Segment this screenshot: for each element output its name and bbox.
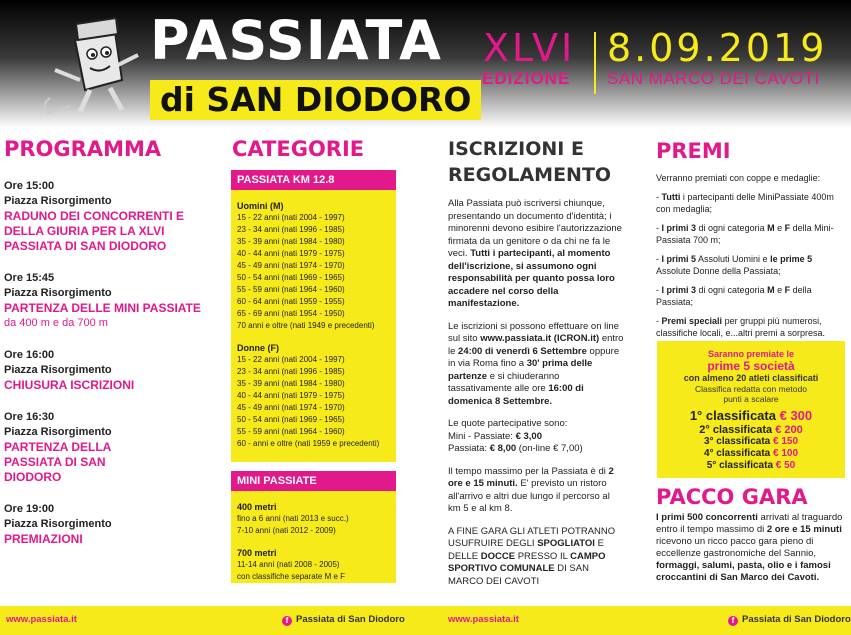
fee-mini-price: € 3,00 — [515, 430, 542, 442]
premi-b4-f: F — [784, 285, 791, 295]
iscrizioni-section — [448, 136, 624, 588]
premi-section — [656, 138, 848, 339]
category-row: 50 - 54 anni (nati 1969 - 1965) — [237, 415, 345, 424]
prize-rank: 3° classificata — [703, 436, 771, 447]
programma-time: Ore 15:45 — [4, 272, 55, 284]
premi-b2-e: e — [777, 223, 783, 233]
programma-section — [4, 136, 219, 547]
programma-heading: PROGRAMMA — [4, 137, 162, 161]
category-row: 60 - 64 anni (nati 1959 - 1955) — [237, 297, 345, 306]
category-row: 40 - 44 anni (nati 1979 - 1975) — [237, 249, 345, 258]
max-time-value: 2 ore e 15 minuti. — [448, 465, 614, 489]
event-date: 8.09.2019 — [607, 26, 828, 70]
fine-gara-presso: PRESSO IL — [517, 550, 568, 562]
programma-item — [4, 179, 219, 254]
programma-item — [4, 348, 219, 393]
programma-desc: PARTENZA DELLA PASSIATA DI SAN DIODORO — [4, 440, 111, 484]
iscrizioni-p1-bold: Tutti i partecipanti, al momento dell'iscrizione, si assumono ogni responsabilità per quanto possa loro accadere nel corso della manifestazione. — [448, 248, 615, 309]
edition-number: XLVI — [483, 26, 576, 70]
premi-b5-bold: Premi speciali — [661, 316, 723, 326]
iscrizioni-closing-time: 16:00 di domenica 8 Settembre. — [448, 383, 584, 407]
category-row: 40 - 44 anni (nati 1979 - 1975) — [237, 391, 345, 400]
premi-b2-f: F — [784, 223, 791, 233]
programma-place: Piazza Risorgimento — [4, 426, 112, 438]
premi-b2-rest: della Mini-Passiata 700 m; — [656, 223, 834, 245]
docce-text: DOCCE — [480, 550, 516, 562]
premi-b4-e: e — [777, 285, 783, 295]
iscrizioni-paragraph — [448, 466, 624, 516]
programma-item — [4, 502, 219, 547]
premi-list — [656, 191, 848, 339]
premi-b3-text: Assoluti Uomini e — [698, 254, 768, 264]
category-row: 7-10 anni (nati 2012 - 2009) — [237, 526, 336, 535]
iscrizioni-paragraph — [448, 321, 624, 409]
iscrizioni-deadline-online: 24:00 di venerdì 6 Settembre — [458, 345, 587, 357]
campo-sportivo-text: CAMPO SPORTIVO COMUNALE — [448, 550, 606, 574]
premi-item: - Tutti i partecipanti delle MiniPassiate 400m con medaglia; — [656, 192, 834, 214]
footer-site-link[interactable]: www.passiata.it — [6, 614, 77, 625]
prize-row — [657, 448, 845, 460]
programma-desc: PREMIAZIONI — [4, 532, 83, 546]
programma-list — [4, 179, 219, 547]
prize-rank: 2° classificata — [699, 424, 773, 436]
fee-mini — [448, 431, 624, 444]
categorie-list — [231, 190, 396, 454]
donne-label: Donne (F) — [237, 343, 279, 353]
premi-item: - Premi speciali per gruppi più numerosi, classifiche locali, e...altri premi a sorpresa. — [656, 316, 826, 338]
iscrizioni-heading-line1: ISCRIZIONI E — [448, 138, 584, 160]
prize-box-line4a: Classifica redatta con metodo — [695, 384, 807, 394]
iscrizioni-p2c: oppure in via Roma fino a — [448, 345, 620, 369]
categorie-mini-box — [231, 471, 396, 583]
fee-mini-label: Mini - Passiate: — [448, 430, 513, 442]
mini-400-label: 400 metri — [237, 502, 277, 512]
footer-facebook-label: Passiata di San Diodoro — [296, 614, 405, 625]
pacco-text-b: arrivati al traguardo entro il tempo massimo di — [656, 512, 843, 535]
prize-box-line1: Saranno premiate le — [707, 349, 795, 359]
premi-b2-m: M — [767, 223, 775, 233]
fee-passiata-online: (on-line € 7,00) — [518, 443, 583, 454]
footer-bar — [0, 606, 851, 635]
footer-facebook-label: Passiata di San Diodoro — [742, 614, 851, 625]
prize-amount: € 50 — [775, 460, 796, 471]
event-title: PASSIATA — [150, 9, 442, 72]
header-divider — [594, 32, 596, 94]
footer-facebook-link[interactable] — [282, 614, 405, 626]
premi-b2-text: di ogni categoria — [698, 223, 765, 233]
programma-time: Ore 16:30 — [4, 411, 55, 423]
programma-item — [4, 271, 219, 331]
premi-item: - I primi 5 Assoluti Uomini e le prime 5 Assolute Donne della Passiata; — [656, 254, 813, 276]
fees-intro: Le quote partecipative sono: — [448, 418, 568, 429]
event-location: SAN MARCO DEI CAVOTI — [607, 69, 820, 88]
pacco-gara-heading: PACCO GARA — [656, 485, 808, 509]
programma-place: Piazza Risorgimento — [4, 364, 112, 376]
category-row: 60 - anni e oltre (nati 1959 e precedenti) — [237, 439, 380, 448]
prize-box-line4b: punti a scalare — [723, 394, 779, 404]
category-row: 65 - 69 anni (nati 1954 - 1950) — [237, 309, 345, 318]
prize-row — [657, 424, 845, 436]
spogliatoi-text: SPOGLIATOI — [537, 538, 595, 549]
fee-passiata-price: € 8,00 — [489, 443, 517, 454]
category-row: 55 - 59 anni (nati 1964 - 1960) — [237, 427, 345, 436]
category-row: 11-14 anni (nati 2008 - 2005) — [237, 560, 340, 569]
pacco-time: 2 ore e 15 minuti — [766, 524, 842, 535]
event-subtitle: di SAN DIODORO — [150, 80, 481, 120]
facebook-icon: f — [282, 616, 292, 626]
premi-b3-bold2: le prime 5 — [770, 254, 813, 264]
category-row: 23 - 34 anni (nati 1996 - 1985) — [237, 225, 345, 234]
prize-amount: € 300 — [779, 408, 813, 423]
iscrizioni-p2b: entro le — [448, 333, 624, 357]
premi-item: - I primi 3 di ogni categoria M e F della Mini-Passiata 700 m; — [656, 223, 834, 245]
categorie-passiata-box — [231, 170, 396, 462]
footer-site-link[interactable]: www.passiata.it — [448, 614, 519, 625]
premi-heading: PREMI — [656, 139, 731, 163]
mascot-illustration — [30, 10, 150, 120]
category-row: 23 - 34 anni (nati 1996 - 1985) — [237, 367, 345, 376]
mini-700-label: 700 metri — [237, 548, 277, 558]
category-row: 15 - 22 anni (nati 2004 - 1997) — [237, 213, 345, 222]
programma-place: Piazza Risorgimento — [4, 195, 112, 207]
prize-row — [657, 408, 845, 424]
uomini-label: Uomini (M) — [237, 201, 284, 211]
programma-desc: PARTENZA DELLE MINI PASSIATE — [4, 301, 201, 315]
ristoro-text: E' previsto un ristoro all'arrivo e altri due lungo il percorso al km 5 e al km 8. — [448, 478, 610, 514]
premi-b4-m: M — [767, 285, 775, 295]
categorie-heading: CATEGORIE — [232, 137, 365, 161]
programma-time: Ore 16:00 — [4, 349, 55, 361]
category-row: 45 - 49 anni (nati 1974 - 1970) — [237, 261, 345, 270]
category-row: con classifiche separate M e F — [237, 572, 346, 581]
premi-b3-bold: I primi 5 — [661, 254, 697, 264]
prize-rank: 5° classificata — [706, 460, 773, 471]
iscrizioni-p2d: e si chiuderanno tassativamente alle ore — [448, 370, 560, 394]
iscrizioni-paragraph — [448, 418, 624, 456]
premi-b1-text: i partecipanti delle MiniPassiate 400m con medaglia; — [656, 192, 834, 214]
pacco-gara-section — [656, 484, 846, 584]
fee-passiata — [448, 443, 624, 456]
premi-intro: Verranno premiati con coppe e medaglie: — [656, 173, 821, 183]
prize-amount: € 100 — [773, 448, 799, 459]
societa-prize-box — [657, 341, 845, 478]
premi-b1-bold: Tutti — [661, 192, 681, 202]
programma-place: Piazza Risorgimento — [4, 287, 112, 299]
mini-passiate-label: MINI PASSIATE — [231, 471, 396, 491]
iscrizioni-paragraph — [448, 198, 624, 311]
pacco-first500: I primi 500 concorrenti — [656, 512, 758, 523]
category-row: 50 - 54 anni (nati 1969 - 1965) — [237, 273, 345, 282]
pacco-text-d: ricevono un ricco pacco gara pieno di eccellenze gastronomiche del Sannio, — [656, 536, 817, 559]
premi-b4-text: di ogni categoria — [698, 285, 765, 295]
programma-desc: RADUNO DEI CONCORRENTI E DELLA GIURIA PER LA XLVI PASSIATA DI SAN DIODORO — [4, 209, 185, 253]
category-row: fino a 6 anni (nati 2013 e succ.) — [237, 514, 349, 523]
facebook-icon: f — [728, 616, 738, 626]
fee-passiata-label: Passiata: — [448, 443, 488, 454]
footer-facebook-link[interactable] — [728, 614, 851, 626]
header-banner — [0, 0, 851, 128]
premi-b4-rest: della Passiata; — [656, 285, 812, 307]
pacco-products: formaggi, salumi, pasta, olio e i famosi croccantini di San Marco dei Cavoti. — [656, 560, 831, 583]
passiata-km-label: PASSIATA KM 12.8 — [231, 170, 396, 190]
category-row: 45 - 49 anni (nati 1974 - 1970) — [237, 403, 345, 412]
category-row: 55 - 59 anni (nati 1964 - 1960) — [237, 285, 345, 294]
edition-label: EDIZIONE — [482, 69, 571, 88]
category-row: 70 anni e oltre (nati 1949 e precedenti) — [237, 321, 375, 330]
prize-amount: € 150 — [773, 436, 799, 447]
iscrizioni-paragraph — [448, 526, 624, 589]
prize-rank: 1° classificata — [689, 408, 776, 423]
iscrizioni-p1: Alla Passiata può iscriversi chiunque, presentando un documento d'identità; i minorenni devono esibire l'autorizzazione firmata da un genitore o da chi ne fa le veci. — [448, 198, 622, 259]
premi-item: - I primi 3 di ogni categoria M e F della Passiata; — [656, 285, 812, 307]
category-row: 15 - 22 anni (nati 2004 - 1997) — [237, 355, 345, 364]
iscrizioni-site-link[interactable]: www.passiata.it (ICRON.it) — [480, 333, 600, 344]
programma-place: Piazza Risorgimento — [4, 518, 112, 530]
category-row: 35 - 39 anni (nati 1984 - 1980) — [237, 237, 345, 246]
premi-b4-bold: I primi 3 — [661, 285, 697, 295]
premi-b2-bold: I primi 3 — [661, 223, 697, 233]
prize-amount: € 200 — [775, 424, 803, 436]
max-time-text: Il tempo massimo per la Passiata è di — [448, 465, 606, 477]
prize-row — [657, 460, 845, 472]
iscrizioni-deadline-inperson: 30' prima delle partenze — [448, 358, 593, 382]
mini-list — [231, 491, 396, 587]
programma-item — [4, 410, 219, 485]
fine-gara-location: DI SAN MARCO DEI CAVOTI — [448, 563, 589, 587]
programma-time: Ore 19:00 — [4, 503, 55, 515]
pacco-gara-text — [656, 512, 846, 584]
prize-box-line2: prime 5 società — [707, 359, 795, 373]
fine-gara-text: A FINE GARA GLI ATLETI POTRANNO USUFRUIRE DEGLI — [448, 525, 616, 549]
fine-gara-and: E DELLE — [448, 538, 604, 562]
prize-rank: 4° classificata — [703, 448, 771, 459]
iscrizioni-heading-line2: REGOLAMENTO — [448, 164, 612, 186]
iscrizioni-p2a: Le iscrizioni si possono effettuare on line sul sito — [448, 320, 619, 344]
prize-box-line3: con almeno 20 atleti classificati — [683, 373, 819, 383]
prize-row — [657, 436, 845, 448]
category-row: 35 - 39 anni (nati 1984 - 1980) — [237, 379, 345, 388]
premi-b3-rest: Assolute Donne della Passiata; — [656, 266, 781, 276]
programma-extra: da 400 m e da 700 m — [4, 317, 108, 329]
premi-b5-text: per gruppi più numerosi, classifiche locali, e...altri premi a sorpresa. — [656, 316, 826, 338]
programma-time: Ore 15:00 — [4, 180, 55, 192]
programma-desc: CHIUSURA ISCRIZIONI — [4, 378, 135, 392]
